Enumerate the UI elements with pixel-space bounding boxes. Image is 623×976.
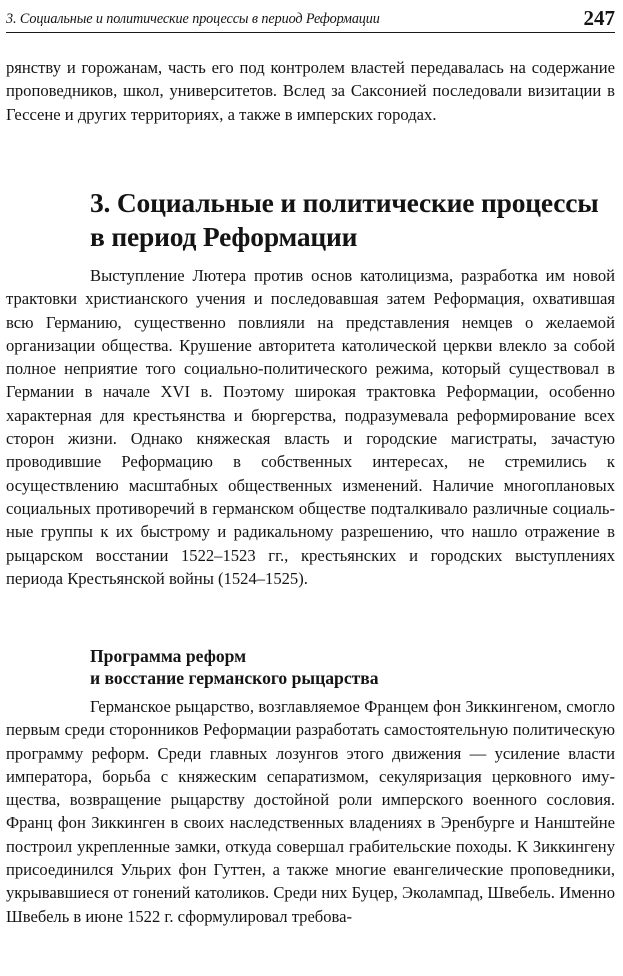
section-paragraph: Выступление Лютера против основ католицизма, разработка им новой трактовки христианского учения и последовавшая затем Реформация, охватившая всю Германию, существенно повлияли на представления немцев о желаемой организации общества. Крушение авторитета католической церкви влекло за собой полное неприятие того социально-политического режима, который существовал в Германии в начале XVI в. Поэтому широкая трактовка Реформации, особенно характерная для крестьянства и бюргерства, подразумевала реформирование всех сторон жизни. Однако княжеская власть и городские магистраты, зачастую проводившие Реформацию в собственных интересах, не стремились к осуществлению масштабных общественных изменений. Наличие многоплановых социальных противоречий в германском обществе подталкивало различные социальные группы к их быстрому и радикальному разрешению, что нашло отражение в рыцарском восстании 1522–1523 гг., крестьянских и городских выступлениях периода Крестьянской войны (1524–1525). xyxy=(6,266,615,588)
running-header xyxy=(6,2,615,33)
section-title: 3. Социальные и политические процессы в период Реформации xyxy=(90,187,599,252)
subsection-title-line1: Программа реформ xyxy=(90,646,247,666)
subsection-paragraph: Германское рыцарство, возглавляемое Францем фон Зиккингеном, смогло первым среди сторонников Реформации разработать самостоятельную политическую программу реформ. Среди главных лозунгов этого движения — усиление власти императора, борьба с княжеским сепаратизмом, секуляризация церковного имущества, возвращение рыцарству достойной роли имперского военного сословия. Франц фон Зиккинген в своих наследственных владениях в Эренбурге и Нанштейне построил укрепленные замки, откуда совершал грабительские походы. К Зиккингену присоединился Ульрих фон Гуттен, а также многие евангелические проповедники, укрывавшиеся от гонений католиков. Среди них Буцер, Эколампад, Швебель. Именно Швебель в июне 1522 г. сформулировал требова- xyxy=(6,697,615,926)
intro-paragraph: рянству и горожанам, часть его под контролем властей передавалась на содержание проповедников, школ, университетов. Вслед за Саксонией последовали визитации в Гессене и других территориях, а также в имперских городах. xyxy=(6,58,615,124)
subsection-title-line2: и восстание германского рыцарства xyxy=(90,668,379,688)
page-number: 247 xyxy=(583,6,615,30)
running-title: 3. Социальные и политические процессы в период Реформации xyxy=(6,11,380,27)
subsection-title xyxy=(90,645,610,689)
